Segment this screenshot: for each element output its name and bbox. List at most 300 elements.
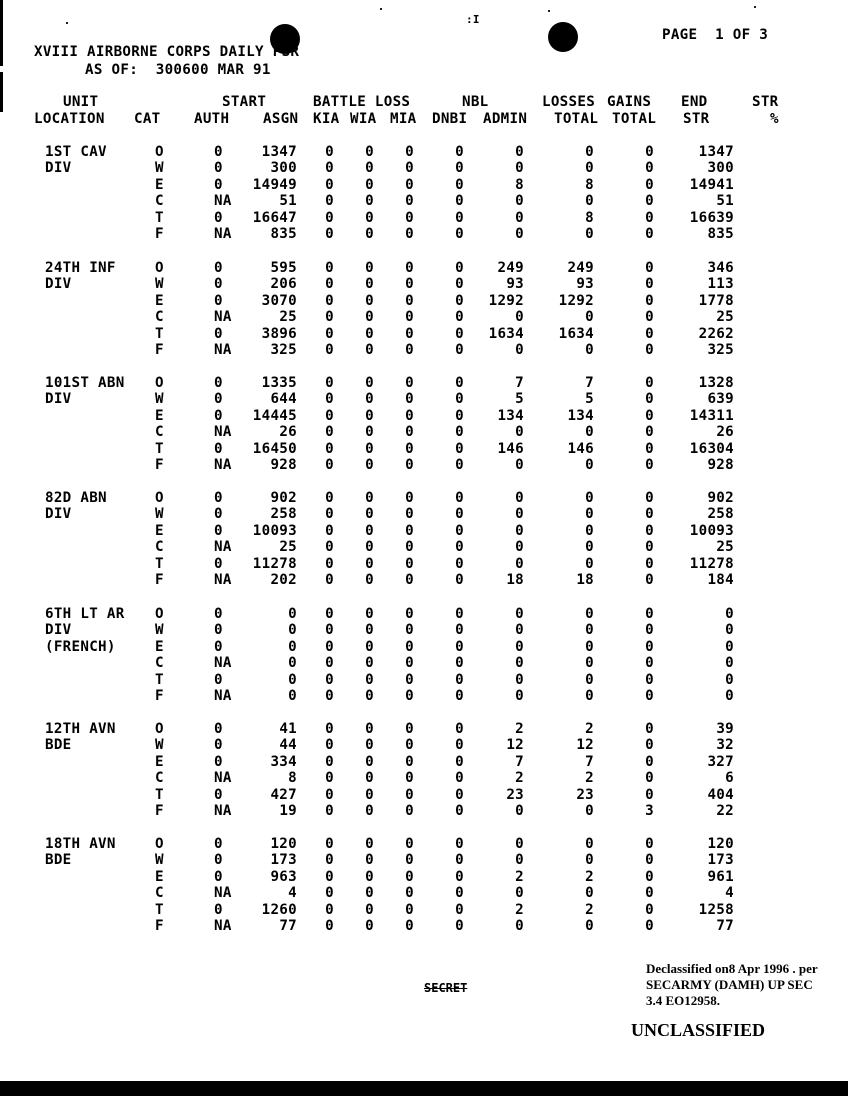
cell-admin: 2 bbox=[515, 721, 524, 737]
cell-asgn: 1347 bbox=[261, 144, 297, 160]
cell-dnbi: 0 bbox=[455, 325, 464, 342]
cell-admin: 18 bbox=[506, 572, 524, 588]
cell-auth: 0 bbox=[214, 852, 223, 869]
cell-losses: 0 bbox=[585, 144, 594, 160]
cell-end: 1258 bbox=[698, 901, 734, 918]
cell-dnbi: 0 bbox=[455, 490, 464, 506]
cell-cat: E bbox=[155, 868, 164, 885]
unclassified-marking: UNCLASSIFIED bbox=[631, 1020, 766, 1040]
cell-cat: F bbox=[155, 572, 164, 588]
cell-admin: 0 bbox=[515, 852, 524, 869]
cell-cat: O bbox=[155, 721, 164, 737]
cell-end: 639 bbox=[707, 391, 734, 408]
cell-admin: 0 bbox=[515, 655, 524, 672]
cell-losses: 93 bbox=[576, 276, 594, 293]
cell-dnbi: 0 bbox=[455, 688, 464, 704]
secret-stamp: SECRET bbox=[424, 981, 468, 995]
cell-admin: 0 bbox=[515, 539, 524, 556]
cell-end: 404 bbox=[707, 786, 734, 803]
cell-wia: 0 bbox=[365, 407, 374, 424]
cell-auth: 0 bbox=[214, 292, 223, 309]
cell-losses: 0 bbox=[585, 803, 594, 819]
cell-end: 835 bbox=[707, 226, 734, 242]
cell-mia: 0 bbox=[405, 555, 414, 572]
header-gains-total: TOTAL bbox=[612, 111, 657, 127]
cell-dnbi: 0 bbox=[455, 786, 464, 803]
cell-wia: 0 bbox=[365, 638, 374, 655]
cell-dnbi: 0 bbox=[455, 638, 464, 655]
cell-end: 346 bbox=[707, 260, 734, 276]
cell-losses: 7 bbox=[585, 753, 594, 770]
cell-auth: 0 bbox=[214, 209, 223, 226]
page-indicator bbox=[662, 27, 768, 43]
cell-gains: 0 bbox=[645, 490, 654, 506]
cell-wia: 0 bbox=[365, 292, 374, 309]
cell-mia: 0 bbox=[405, 160, 414, 177]
cell-asgn: 10093 bbox=[252, 522, 297, 539]
cell-wia: 0 bbox=[365, 721, 374, 737]
cell-mia: 0 bbox=[405, 885, 414, 902]
cell-end: 11278 bbox=[689, 555, 734, 572]
cell-wia: 0 bbox=[365, 209, 374, 226]
cell-kia: 0 bbox=[325, 803, 334, 819]
header-admin: ADMIN bbox=[483, 111, 528, 127]
header-start: START bbox=[222, 94, 267, 110]
cell-losses: 134 bbox=[567, 407, 594, 424]
cell-kia: 0 bbox=[325, 440, 334, 457]
header-end-str: STR bbox=[683, 111, 710, 127]
header-location: LOCATION bbox=[34, 111, 105, 127]
cell-dnbi: 0 bbox=[455, 226, 464, 242]
cell-gains: 0 bbox=[645, 539, 654, 556]
declassification-note bbox=[646, 961, 846, 1009]
header-end: END bbox=[681, 94, 708, 110]
cell-mia: 0 bbox=[405, 753, 414, 770]
cell-cat: F bbox=[155, 226, 164, 242]
cell-wia: 0 bbox=[365, 226, 374, 242]
cell-gains: 0 bbox=[645, 325, 654, 342]
cell-asgn: 1335 bbox=[261, 375, 297, 391]
cell-auth: NA bbox=[214, 342, 232, 358]
cell-cat: E bbox=[155, 407, 164, 424]
cell-dnbi: 0 bbox=[455, 276, 464, 293]
cell-auth: NA bbox=[214, 457, 232, 473]
cell-gains: 0 bbox=[645, 770, 654, 787]
cell-asgn: 3070 bbox=[261, 292, 297, 309]
cell-kia: 0 bbox=[325, 753, 334, 770]
cell-kia: 0 bbox=[325, 325, 334, 342]
unit-name-line: 24TH INF bbox=[45, 260, 116, 276]
cell-asgn: 835 bbox=[270, 226, 297, 242]
cell-dnbi: 0 bbox=[455, 522, 464, 539]
cell-losses: 0 bbox=[585, 688, 594, 704]
cell-end: 26 bbox=[716, 424, 734, 441]
cell-gains: 0 bbox=[645, 424, 654, 441]
cell-auth: 0 bbox=[214, 737, 223, 754]
cell-wia: 0 bbox=[365, 490, 374, 506]
header-str: STR bbox=[752, 94, 779, 110]
cell-gains: 0 bbox=[645, 606, 654, 622]
cell-gains: 0 bbox=[645, 721, 654, 737]
cell-losses: 2 bbox=[585, 901, 594, 918]
cell-admin: 1634 bbox=[488, 325, 524, 342]
cell-mia: 0 bbox=[405, 786, 414, 803]
cell-wia: 0 bbox=[365, 375, 374, 391]
cell-mia: 0 bbox=[405, 457, 414, 473]
cell-auth: NA bbox=[214, 193, 232, 210]
cell-admin: 0 bbox=[515, 638, 524, 655]
cell-auth: 0 bbox=[214, 721, 223, 737]
cell-admin: 12 bbox=[506, 737, 524, 754]
cell-wia: 0 bbox=[365, 671, 374, 688]
cell-admin: 0 bbox=[515, 522, 524, 539]
cell-asgn: 14445 bbox=[252, 407, 297, 424]
cell-wia: 0 bbox=[365, 522, 374, 539]
cell-end: 120 bbox=[707, 836, 734, 852]
cell-end: 32 bbox=[716, 737, 734, 754]
cell-mia: 0 bbox=[405, 144, 414, 160]
cell-mia: 0 bbox=[405, 490, 414, 506]
cell-kia: 0 bbox=[325, 375, 334, 391]
cell-asgn: 644 bbox=[270, 391, 297, 408]
unit-name-line: DIV bbox=[45, 160, 72, 177]
cell-losses: 0 bbox=[585, 506, 594, 523]
cell-kia: 0 bbox=[325, 901, 334, 918]
cell-mia: 0 bbox=[405, 193, 414, 210]
cell-end: 4 bbox=[725, 885, 734, 902]
cell-admin: 0 bbox=[515, 671, 524, 688]
cell-cat: T bbox=[155, 671, 164, 688]
cell-dnbi: 0 bbox=[455, 885, 464, 902]
cell-auth: 0 bbox=[214, 490, 223, 506]
cell-gains: 0 bbox=[645, 391, 654, 408]
cell-kia: 0 bbox=[325, 490, 334, 506]
cell-cat: O bbox=[155, 490, 164, 506]
cell-asgn: 4 bbox=[288, 885, 297, 902]
cell-gains: 0 bbox=[645, 555, 654, 572]
cell-kia: 0 bbox=[325, 918, 334, 934]
cell-gains: 0 bbox=[645, 885, 654, 902]
cell-auth: NA bbox=[214, 572, 232, 588]
cell-end: 0 bbox=[725, 622, 734, 639]
cell-gains: 0 bbox=[645, 260, 654, 276]
cell-cat: O bbox=[155, 144, 164, 160]
cell-auth: 0 bbox=[214, 440, 223, 457]
cell-gains: 0 bbox=[645, 226, 654, 242]
cell-losses: 8 bbox=[585, 209, 594, 226]
cell-losses: 0 bbox=[585, 309, 594, 326]
cell-kia: 0 bbox=[325, 737, 334, 754]
cell-losses: 0 bbox=[585, 622, 594, 639]
cell-auth: 0 bbox=[214, 160, 223, 177]
cell-auth: 0 bbox=[214, 391, 223, 408]
cell-dnbi: 0 bbox=[455, 407, 464, 424]
cell-asgn: 11278 bbox=[252, 555, 297, 572]
cell-wia: 0 bbox=[365, 918, 374, 934]
header-unit: UNIT bbox=[63, 94, 99, 110]
unit-name-line: 1ST CAV bbox=[45, 144, 107, 160]
cell-asgn: 3896 bbox=[261, 325, 297, 342]
cell-cat: F bbox=[155, 688, 164, 704]
cell-end: 25 bbox=[716, 309, 734, 326]
cell-mia: 0 bbox=[405, 226, 414, 242]
cell-kia: 0 bbox=[325, 655, 334, 672]
cell-mia: 0 bbox=[405, 424, 414, 441]
cell-dnbi: 0 bbox=[455, 852, 464, 869]
header-str-pct: % bbox=[770, 111, 779, 127]
cell-wia: 0 bbox=[365, 786, 374, 803]
cell-losses: 249 bbox=[567, 260, 594, 276]
cell-admin: 2 bbox=[515, 868, 524, 885]
cell-dnbi: 0 bbox=[455, 144, 464, 160]
cell-gains: 0 bbox=[645, 572, 654, 588]
cell-admin: 0 bbox=[515, 506, 524, 523]
cell-cat: E bbox=[155, 176, 164, 193]
cell-losses: 0 bbox=[585, 342, 594, 358]
cell-admin: 0 bbox=[515, 457, 524, 473]
unit-name-line: 101ST ABN bbox=[45, 375, 125, 391]
cell-gains: 0 bbox=[645, 193, 654, 210]
cell-mia: 0 bbox=[405, 918, 414, 934]
cell-wia: 0 bbox=[365, 342, 374, 358]
cell-cat: W bbox=[155, 506, 164, 523]
cell-cat: C bbox=[155, 309, 164, 326]
cell-admin: 2 bbox=[515, 770, 524, 787]
cell-admin: 249 bbox=[497, 260, 524, 276]
cell-dnbi: 0 bbox=[455, 506, 464, 523]
declass-line: SECARMY (DAMH) UP SEC bbox=[646, 977, 813, 992]
cell-dnbi: 0 bbox=[455, 803, 464, 819]
cell-mia: 0 bbox=[405, 836, 414, 852]
cell-cat: O bbox=[155, 836, 164, 852]
cell-mia: 0 bbox=[405, 391, 414, 408]
cell-auth: NA bbox=[214, 803, 232, 819]
cell-mia: 0 bbox=[405, 276, 414, 293]
cell-wia: 0 bbox=[365, 803, 374, 819]
cell-kia: 0 bbox=[325, 309, 334, 326]
cell-asgn: 325 bbox=[270, 342, 297, 358]
cell-dnbi: 0 bbox=[455, 457, 464, 473]
cell-mia: 0 bbox=[405, 721, 414, 737]
cell-admin: 0 bbox=[515, 803, 524, 819]
cell-auth: 0 bbox=[214, 144, 223, 160]
cell-auth: 0 bbox=[214, 868, 223, 885]
cell-dnbi: 0 bbox=[455, 622, 464, 639]
cell-cat: O bbox=[155, 606, 164, 622]
cell-losses: 0 bbox=[585, 193, 594, 210]
cell-kia: 0 bbox=[325, 852, 334, 869]
cell-kia: 0 bbox=[325, 688, 334, 704]
cell-mia: 0 bbox=[405, 342, 414, 358]
cell-cat: T bbox=[155, 440, 164, 457]
cell-admin: 2 bbox=[515, 901, 524, 918]
scan-speck bbox=[754, 6, 756, 8]
cell-mia: 0 bbox=[405, 803, 414, 819]
cell-dnbi: 0 bbox=[455, 555, 464, 572]
cell-admin: 0 bbox=[515, 555, 524, 572]
cell-losses: 146 bbox=[567, 440, 594, 457]
cell-dnbi: 0 bbox=[455, 836, 464, 852]
cell-mia: 0 bbox=[405, 770, 414, 787]
header-losses-total: TOTAL bbox=[554, 111, 599, 127]
cell-mia: 0 bbox=[405, 901, 414, 918]
scan-bottom-edge bbox=[0, 1081, 848, 1096]
cell-cat: T bbox=[155, 786, 164, 803]
cell-asgn: 26 bbox=[279, 424, 297, 441]
cell-asgn: 206 bbox=[270, 276, 297, 293]
cell-cat: C bbox=[155, 539, 164, 556]
cell-losses: 0 bbox=[585, 638, 594, 655]
cell-kia: 0 bbox=[325, 671, 334, 688]
cell-dnbi: 0 bbox=[455, 160, 464, 177]
cell-admin: 7 bbox=[515, 753, 524, 770]
cell-dnbi: 0 bbox=[455, 655, 464, 672]
cell-end: 6 bbox=[725, 770, 734, 787]
cell-cat: C bbox=[155, 885, 164, 902]
page-label: PAGE bbox=[662, 27, 698, 43]
cell-cat: O bbox=[155, 260, 164, 276]
scan-edge-mark bbox=[0, 0, 3, 66]
cell-wia: 0 bbox=[365, 852, 374, 869]
cell-losses: 0 bbox=[585, 424, 594, 441]
cell-asgn: 0 bbox=[288, 622, 297, 639]
cell-asgn: 16450 bbox=[252, 440, 297, 457]
cell-cat: F bbox=[155, 457, 164, 473]
cell-wia: 0 bbox=[365, 836, 374, 852]
cell-mia: 0 bbox=[405, 737, 414, 754]
cell-losses: 23 bbox=[576, 786, 594, 803]
cell-kia: 0 bbox=[325, 144, 334, 160]
cell-end: 1347 bbox=[698, 144, 734, 160]
cell-losses: 2 bbox=[585, 770, 594, 787]
cell-asgn: 8 bbox=[288, 770, 297, 787]
cell-kia: 0 bbox=[325, 606, 334, 622]
cell-cat: W bbox=[155, 391, 164, 408]
cell-dnbi: 0 bbox=[455, 309, 464, 326]
cell-wia: 0 bbox=[365, 193, 374, 210]
cell-auth: NA bbox=[214, 226, 232, 242]
cell-end: 39 bbox=[716, 721, 734, 737]
cell-gains: 0 bbox=[645, 457, 654, 473]
stray-mark: :I bbox=[466, 13, 480, 26]
cell-auth: NA bbox=[214, 770, 232, 787]
cell-mia: 0 bbox=[405, 309, 414, 326]
header-losses: LOSSES bbox=[542, 94, 596, 110]
cell-dnbi: 0 bbox=[455, 753, 464, 770]
cell-losses: 7 bbox=[585, 375, 594, 391]
cell-wia: 0 bbox=[365, 737, 374, 754]
cell-asgn: 173 bbox=[270, 852, 297, 869]
cell-gains: 0 bbox=[645, 918, 654, 934]
cell-gains: 0 bbox=[645, 342, 654, 358]
cell-wia: 0 bbox=[365, 901, 374, 918]
cell-dnbi: 0 bbox=[455, 918, 464, 934]
document-title: XVIII AIRBORNE CORPS DAILY PSR bbox=[34, 44, 300, 60]
cell-losses: 0 bbox=[585, 885, 594, 902]
cell-asgn: 0 bbox=[288, 671, 297, 688]
cell-dnbi: 0 bbox=[455, 375, 464, 391]
cell-losses: 1634 bbox=[558, 325, 594, 342]
cell-cat: T bbox=[155, 901, 164, 918]
cell-dnbi: 0 bbox=[455, 292, 464, 309]
cell-mia: 0 bbox=[405, 688, 414, 704]
cell-wia: 0 bbox=[365, 622, 374, 639]
cell-losses: 0 bbox=[585, 671, 594, 688]
cell-auth: 0 bbox=[214, 375, 223, 391]
cell-admin: 0 bbox=[515, 424, 524, 441]
cell-admin: 0 bbox=[515, 836, 524, 852]
cell-losses: 0 bbox=[585, 852, 594, 869]
cell-gains: 0 bbox=[645, 671, 654, 688]
cell-admin: 0 bbox=[515, 193, 524, 210]
cell-wia: 0 bbox=[365, 309, 374, 326]
cell-asgn: 25 bbox=[279, 309, 297, 326]
cell-auth: NA bbox=[214, 688, 232, 704]
cell-admin: 134 bbox=[497, 407, 524, 424]
cell-kia: 0 bbox=[325, 193, 334, 210]
punch-hole bbox=[548, 22, 578, 52]
cell-mia: 0 bbox=[405, 852, 414, 869]
cell-mia: 0 bbox=[405, 407, 414, 424]
cell-asgn: 77 bbox=[279, 918, 297, 934]
cell-gains: 0 bbox=[645, 786, 654, 803]
unit-name-line: 12TH AVN bbox=[45, 721, 116, 737]
cell-dnbi: 0 bbox=[455, 737, 464, 754]
cell-losses: 0 bbox=[585, 457, 594, 473]
cell-cat: C bbox=[155, 655, 164, 672]
scan-edge-mark bbox=[0, 72, 3, 112]
cell-wia: 0 bbox=[365, 555, 374, 572]
cell-kia: 0 bbox=[325, 522, 334, 539]
cell-end: 300 bbox=[707, 160, 734, 177]
unit-name-line: BDE bbox=[45, 852, 72, 869]
cell-end: 1328 bbox=[698, 375, 734, 391]
cell-auth: 0 bbox=[214, 671, 223, 688]
cell-kia: 0 bbox=[325, 160, 334, 177]
cell-asgn: 19 bbox=[279, 803, 297, 819]
cell-admin: 0 bbox=[515, 688, 524, 704]
cell-kia: 0 bbox=[325, 457, 334, 473]
declass-line: 3.4 EO12958. bbox=[646, 993, 721, 1008]
cell-asgn: 0 bbox=[288, 688, 297, 704]
cell-cat: T bbox=[155, 555, 164, 572]
cell-asgn: 300 bbox=[270, 160, 297, 177]
cell-mia: 0 bbox=[405, 506, 414, 523]
unit-name-line: DIV bbox=[45, 506, 72, 523]
cell-gains: 0 bbox=[645, 276, 654, 293]
cell-end: 0 bbox=[725, 688, 734, 704]
scan-speck bbox=[548, 10, 550, 12]
cell-wia: 0 bbox=[365, 325, 374, 342]
cell-kia: 0 bbox=[325, 209, 334, 226]
cell-kia: 0 bbox=[325, 260, 334, 276]
cell-mia: 0 bbox=[405, 622, 414, 639]
cell-losses: 18 bbox=[576, 572, 594, 588]
cell-end: 16639 bbox=[689, 209, 734, 226]
cell-end: 10093 bbox=[689, 522, 734, 539]
cell-dnbi: 0 bbox=[455, 671, 464, 688]
cell-gains: 0 bbox=[645, 852, 654, 869]
cell-asgn: 595 bbox=[270, 260, 297, 276]
unit-name-line: 82D ABN bbox=[45, 490, 107, 506]
header-gains: GAINS bbox=[607, 94, 652, 110]
header-battle-loss: BATTLE LOSS bbox=[313, 94, 411, 110]
cell-auth: 0 bbox=[214, 325, 223, 342]
cell-admin: 0 bbox=[515, 144, 524, 160]
cell-end: 0 bbox=[725, 655, 734, 672]
cell-mia: 0 bbox=[405, 292, 414, 309]
cell-gains: 0 bbox=[645, 737, 654, 754]
